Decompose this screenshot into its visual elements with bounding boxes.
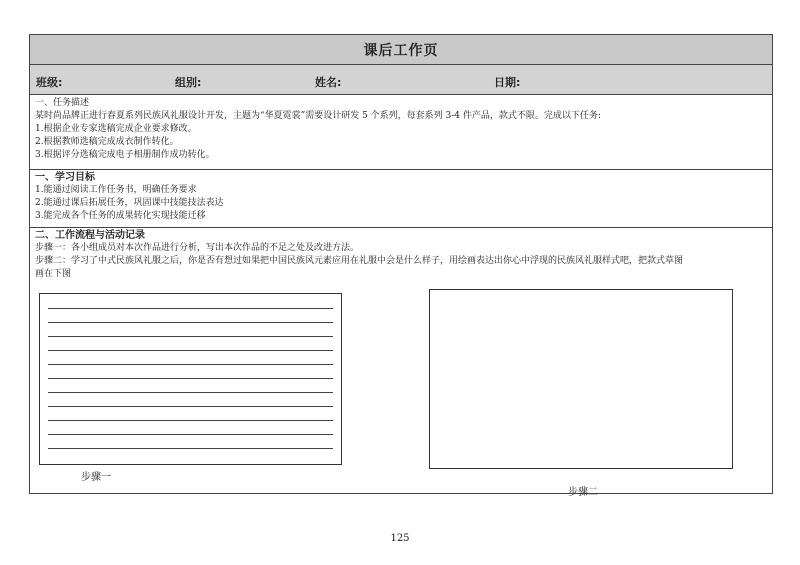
- step2-caption: 步骤二: [568, 487, 598, 498]
- writing-line: [48, 350, 333, 351]
- group-label: 组别:: [175, 76, 202, 89]
- task-item: 1.根据企业专家选稿完成企业要求修改。: [35, 124, 197, 134]
- worksheet: [29, 34, 773, 498]
- page-number: 125: [390, 533, 410, 544]
- task-item: 3.根据评分选稿完成电子相册制作成功转化。: [35, 150, 215, 160]
- step1-caption: 步骤一: [81, 472, 111, 483]
- writing-line: [48, 420, 333, 421]
- step1-instruction: 步骤一：各小组成员对本次作品进行分析，写出本次作品的不足之处及改进方法。: [35, 243, 360, 253]
- goals-section: [30, 170, 772, 228]
- writing-line: [48, 308, 333, 309]
- page-title: 课后工作页: [30, 35, 772, 65]
- writing-line: [48, 322, 333, 323]
- goal-item: 3.能完成各个任务的成果转化实现技能迁移: [35, 211, 206, 221]
- date-label: 日期:: [494, 76, 521, 89]
- writing-line: [48, 336, 333, 337]
- goal-item: 2.能通过课后拓展任务，巩固课中技能技法表达: [35, 198, 224, 208]
- task-heading: 一、任务描述: [35, 98, 90, 108]
- goal-item: 1.能通过阅读工作任务书，明确任务要求: [35, 185, 197, 195]
- flow-heading: 二、工作流程与活动记录: [35, 230, 145, 241]
- writing-line: [48, 434, 333, 435]
- step2-sketch-area[interactable]: [429, 289, 733, 469]
- step1-writing-area[interactable]: [39, 293, 342, 465]
- writing-line: [48, 364, 333, 365]
- goals-heading: 一、学习目标: [35, 172, 95, 183]
- writing-line: [48, 448, 333, 449]
- info-row: [30, 65, 772, 95]
- task-item: 2.根据教师选稿完成成衣制作转化。: [35, 137, 179, 147]
- task-section: [30, 95, 772, 170]
- class-label: 班级:: [36, 76, 63, 89]
- writing-line: [48, 392, 333, 393]
- name-label: 姓名:: [315, 76, 342, 89]
- task-description: 某时尚品牌正进行春夏系列民族风礼服设计开发，主题为“华夏霓裳”需要设计研发 5 个系列，每套系列 3-4 件产品，款式不限。完成以下任务:: [35, 111, 601, 121]
- writing-line: [48, 378, 333, 379]
- step2-instruction: 步骤二：学习了中式民族风礼服之后，你是否有想过如果把中国民族风元素应用在礼服中会是什么样子，用绘画表达出你心中浮现的民族风礼服样式吧，把款式草图: [35, 256, 684, 266]
- step2-instruction-cont: 画在下图: [35, 269, 72, 279]
- writing-line: [48, 406, 333, 407]
